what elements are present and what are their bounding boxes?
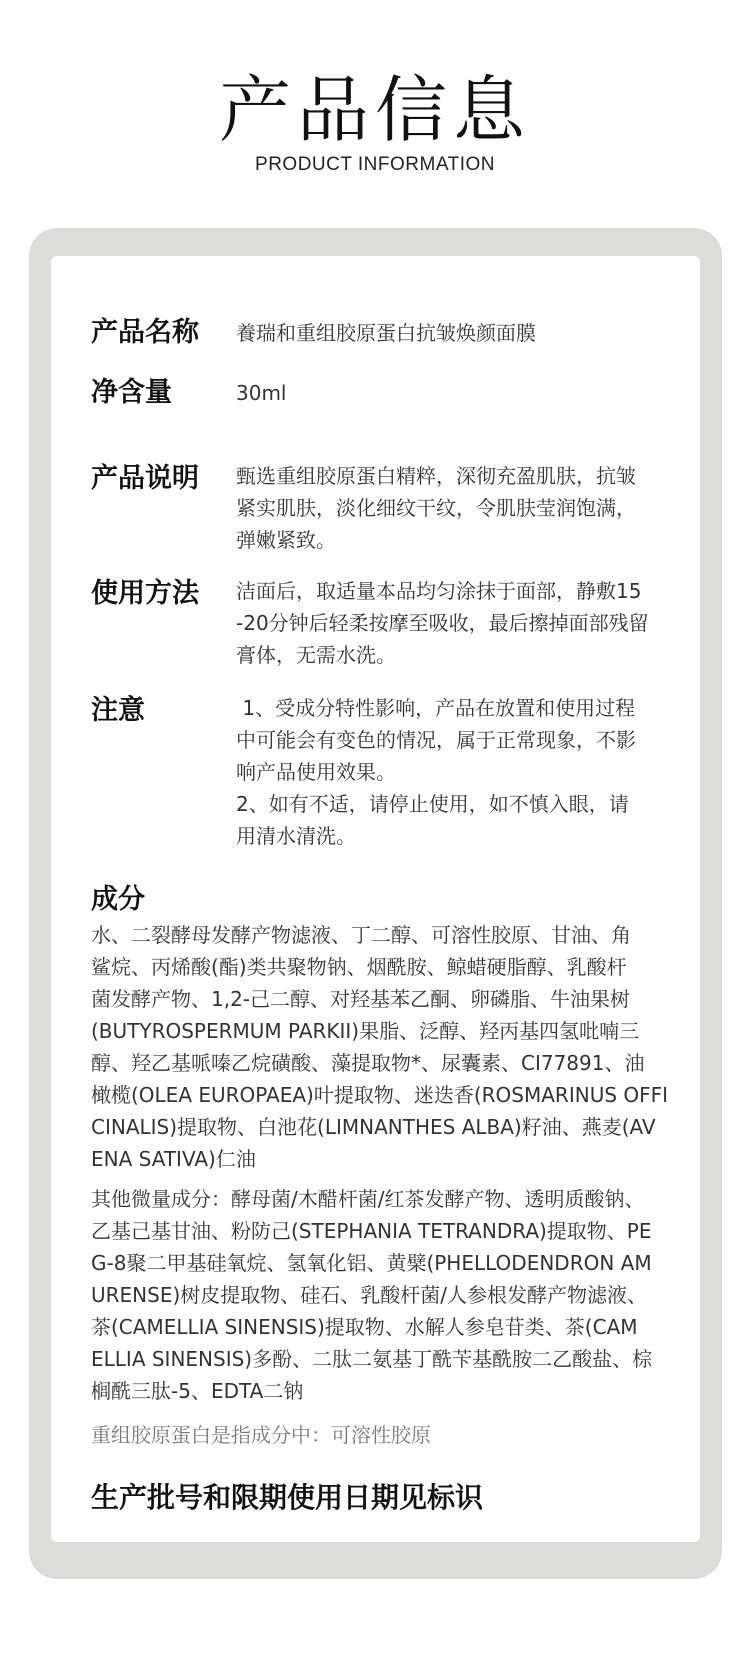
ingredients-title: 成分 (91, 884, 145, 915)
field-label: 使用方法 (91, 578, 199, 609)
field-value: 養瑞和重组胶原蛋白抗皱焕颜面膜 (236, 321, 536, 345)
field-label: 产品说明 (91, 463, 199, 494)
page-subtitle: PRODUCT INFORMATION (255, 154, 495, 175)
field-value: 甄选重组胶原蛋白精粹，深彻充盈肌肤，抗皱 紧实肌肤，淡化细纹干纹，令肌肤莹润饱满， 弹嫩紧致。 (236, 464, 636, 552)
page-title: 产品信息 (218, 68, 531, 152)
field-value: 30ml (236, 381, 287, 405)
field-label: 净含量 (91, 377, 172, 408)
ingredients-minor-text: 其他微量成分：酵母菌/木醋杆菌/红茶发酵产物、透明质酸钠、 乙基己基甘油、粉防己(STEPHANIA TETRANDRA)提取物、PE G-8聚二甲基硅氧烷、氢氧化铝、黄檗(PHELLODENDRON AM URENSE)树皮提取物、硅石、乳酸杆菌/人参根发酵产物滤液、 茶(CAMELLIA SINENSIS)提取物、水解人参皂苷类、茶(CAM ELLIA SINENSIS)多酚、二肽二氨基丁酰苄基酰胺二乙酸盐、棕 榈酰三肽-5、EDTA二钠 (91, 1187, 653, 1403)
field-value: 1、受成分特性影响，产品在放置和使用过程 中可能会有变色的情况，属于正常现象，不影 响产品使用效果。 2、如有不适，请停止使用，如不慎入眼，请 用清水清洗。 (236, 696, 636, 848)
field-value: 洁面后，取适量本品均匀涂抹于面部，静敷15 -20分钟后轻柔按摩至吸收，最后擦掉面部残留 膏体，无需水洗。 (236, 579, 649, 667)
footer-notice: 生产批号和限期使用日期见标识 (91, 1481, 484, 1514)
field-label: 注意 (91, 695, 145, 726)
field-label: 产品名称 (91, 317, 199, 348)
ingredients-note: 重组胶原蛋白是指成分中：可溶性胶原 (91, 1423, 431, 1447)
ingredients-main-text: 水、二裂酵母发酵产物滤液、丁二醇、可溶性胶原、甘油、角 鲨烷、丙烯酸(酯)类共聚物钠、烟酰胺、鲸蜡硬脂醇、乳酸杆 菌发酵产物、1,2-己二醇、对羟基苯乙酮、卵磷脂、牛油果树 (BUTYROSPERMUM PARKII)果脂、泛醇、羟丙基四氢吡喃三 醇、羟乙基哌嗪乙烷磺酸、藻提取物*、尿囊素、CI77891、油 橄榄(OLEA EUROPAEA)叶提取物、迷迭香(ROSMARINUS OFFI CINALIS)提取物、白池花(LIMNANTHES ALBA)籽油、燕麦(AV ENA SATIVA)仁油 (91, 923, 669, 1171)
